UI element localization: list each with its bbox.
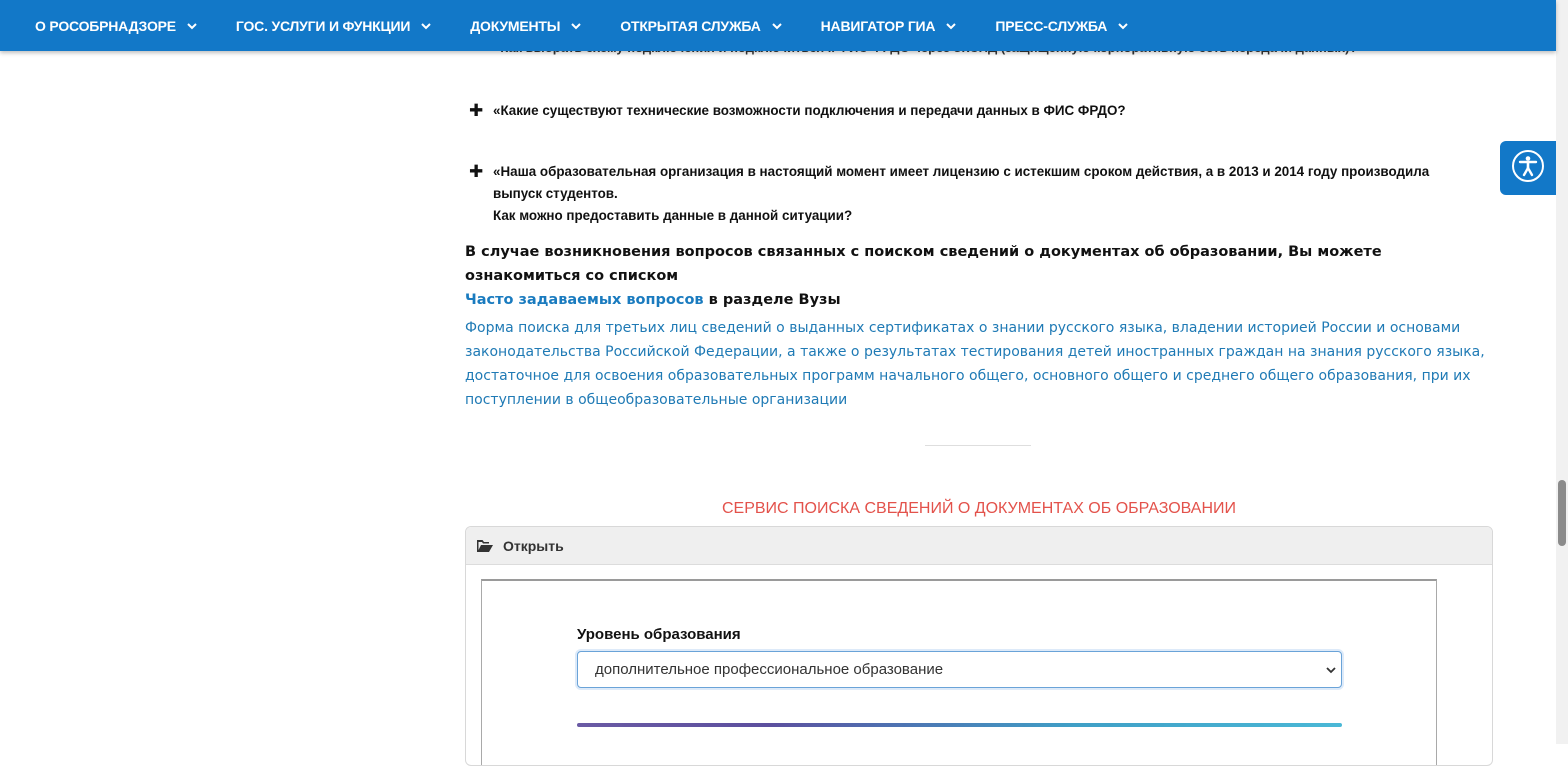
- education-level-value: дополнительное профессиональное образование: [595, 661, 944, 678]
- faq-info-paragraph: [465, 240, 1493, 312]
- main-nav: [0, 0, 1556, 51]
- chevron-down-icon: [420, 20, 432, 32]
- section-divider: [925, 445, 1031, 446]
- chevron-down-icon: [186, 20, 198, 32]
- nav-item-label: О РОСОБРНАДЗОРЕ: [35, 17, 176, 34]
- chevron-down-icon: [1325, 664, 1337, 676]
- nav-item-label: НАВИГАТОР ГИА: [820, 17, 936, 34]
- chevron-down-icon: [570, 20, 582, 32]
- folder-open-icon: [477, 539, 493, 553]
- service-panel: [465, 526, 1493, 766]
- plus-icon[interactable]: ✚: [469, 101, 484, 121]
- faq-link[interactable]: Часто задаваемых вопросов: [465, 292, 704, 308]
- nav-item-about[interactable]: [35, 18, 198, 34]
- chevron-down-icon: [945, 20, 957, 32]
- faq-item[interactable]: [465, 161, 1475, 227]
- faq-question-line: Как можно предоставить данные в данной ситуации?: [493, 208, 853, 223]
- search-frame: [481, 579, 1437, 766]
- scrollbar-thumb[interactable]: [1558, 480, 1566, 546]
- info-text-after: в разделе Вузы: [708, 292, 841, 308]
- panel-toggle[interactable]: [466, 527, 1492, 565]
- info-text-before: В случае возникновения вопросов связанных с поиском сведений о документах об образовании, Вы можете ознакомиться со списком: [465, 244, 1382, 284]
- nav-item-label: ГОС. УСЛУГИ И ФУНКЦИИ: [235, 17, 411, 34]
- nav-item-press[interactable]: [995, 18, 1129, 34]
- chevron-down-icon: [771, 20, 783, 32]
- nav-item-open-service[interactable]: [620, 18, 782, 34]
- education-level-label: Уровень образования: [577, 626, 741, 643]
- education-level-select[interactable]: [577, 651, 1342, 688]
- faq-question-line: «Наша образовательная организация в настоящий момент имеет лицензию с истекшим сроком действия, а в 2013 и 2014 году производила выпуск студентов.: [493, 164, 1430, 201]
- plus-icon[interactable]: ✚: [469, 162, 484, 182]
- certificate-search-form-link[interactable]: Форма поиска для третьих лиц сведений о выданных сертификатах о знании русского языка, владении историей России и основами законодательства Российской Федерации, а также о результатах тестирования детей иностранных граждан на знания русского языка, достаточное для освоения образовательных программ начального общего, основного общего и среднего общего образования, при их поступлении в общеобразовательные организации: [465, 320, 1485, 408]
- decorative-gradient-bar: [577, 723, 1342, 727]
- service-title: СЕРВИС ПОИСКА СВЕДЕНИЙ О ДОКУМЕНТАХ ОБ ОБРАЗОВАНИИ: [721, 500, 1237, 517]
- nav-item-services[interactable]: [236, 18, 432, 34]
- nav-item-gia-navigator[interactable]: [821, 18, 958, 34]
- faq-question[interactable]: [493, 161, 1475, 227]
- nav-item-documents[interactable]: [470, 18, 582, 34]
- page-scrollbar[interactable]: [1556, 0, 1568, 744]
- panel-label: Открыть: [503, 537, 564, 554]
- accessibility-icon: [1511, 149, 1545, 187]
- chevron-down-icon: [1117, 20, 1129, 32]
- accessibility-button[interactable]: [1500, 141, 1556, 195]
- nav-item-label: ДОКУМЕНТЫ: [470, 17, 561, 34]
- nav-item-label: ОТКРЫТАЯ СЛУЖБА: [620, 17, 761, 34]
- faq-item[interactable]: [465, 100, 1475, 122]
- nav-item-label: ПРЕСС-СЛУЖБА: [995, 17, 1108, 34]
- faq-question[interactable]: «Какие существуют технические возможности подключения и передачи данных в ФИС ФРДО?: [493, 103, 1126, 118]
